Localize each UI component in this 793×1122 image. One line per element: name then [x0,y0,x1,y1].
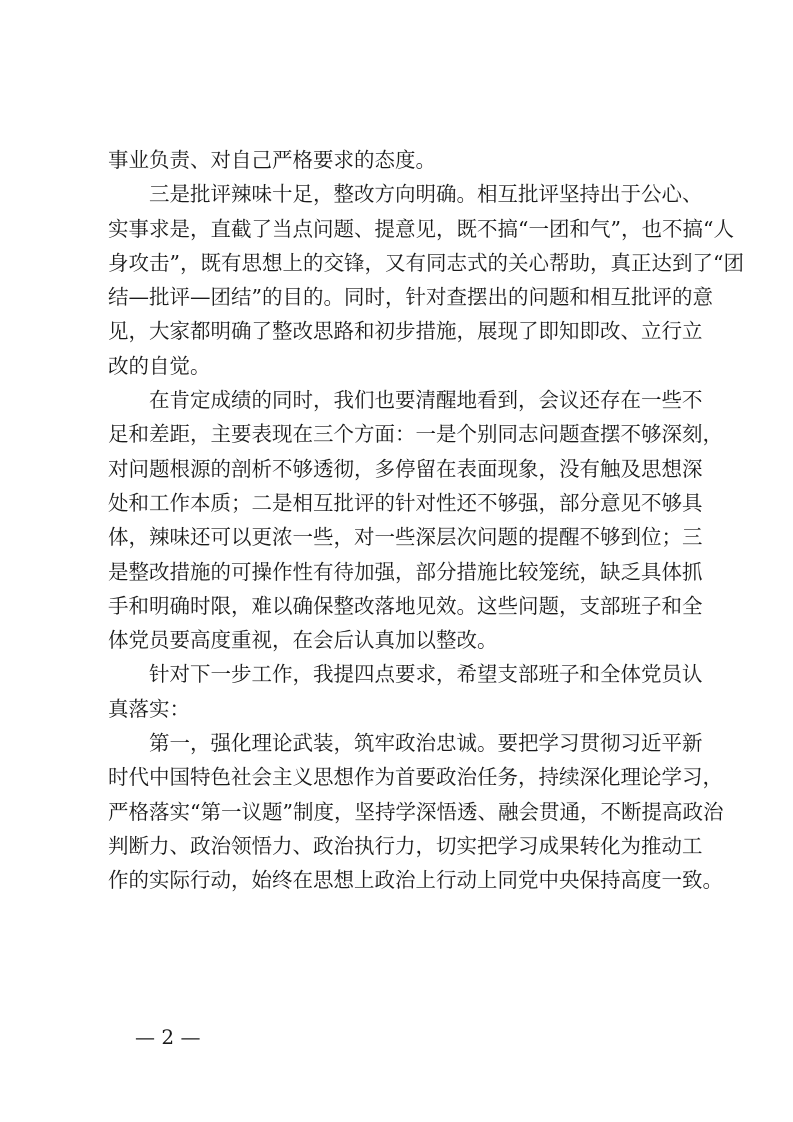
text-line: 对问题根源的剖析不够透彻，多停留在表面现象，没有触及思想深 [108,456,703,481]
text-line: 结—批评—团结”的目的。同时，针对查摆出的问题和相互批评的意 [108,285,713,310]
paragraph-first-line: 在肯定成绩的同时，我们也要清醒地看到，会议还存在一些不 [149,388,703,413]
text-line: 作的实际行动，始终在思想上政治上行动上同党中央保持高度一致。 [108,868,723,893]
text-line: 时代中国特色社会主义思想作为首要政治任务，持续深化理论学习， [108,765,723,790]
paragraph-first-line: 针对下一步工作，我提四点要求，希望支部班子和全体党员认 [149,662,703,687]
text-line: 体，辣味还可以更浓一些，对一些深层次问题的提醒不够到位；三 [108,525,703,550]
text-line: 改的自觉。 [108,353,211,378]
text-line: 严格落实“第一议题”制度，坚持学深悟透、融会贯通，不断提高政治 [108,799,724,824]
text-line: 见，大家都明确了整改思路和初步措施，展现了即知即改、立行立 [108,319,703,344]
text-line: 实事求是，直截了当点问题、提意见，既不搞“一团和气”，也不搞“人 [108,216,734,241]
text-line: 身攻击”，既有思想上的交锋，又有同志式的关心帮助，真正达到了“团 [108,250,744,275]
paragraph-first-line: 第一，强化理论武装，筑牢政治忠诚。要把学习贯彻习近平新 [149,731,703,756]
body-text [108,143,744,898]
text-line: 足和差距，主要表现在三个方面：一是个别同志问题查摆不够深刻， [108,422,723,447]
text-line: 事业负责、对自己严格要求的态度。 [108,148,436,172]
text-line: 真落实： [108,696,190,721]
text-line: 判断力、政治领悟力、政治执行力，切实把学习成果转化为推动工 [108,833,703,858]
text-line: 体党员要高度重视，在会后认真加以整改。 [108,628,498,653]
text-line: 手和明确时限，难以确保整改落地见效。这些问题，支部班子和全 [108,593,703,618]
text-line: 是整改措施的可操作性有待加强，部分措施比较笼统，缺乏具体抓 [108,559,703,584]
text-line: 处和工作本质；二是相互批评的针对性还不够强，部分意见不够具 [108,490,703,515]
page-number: — 2 — [135,1025,201,1049]
paragraph-first-line: 三是批评辣味十足，整改方向明确。相互批评坚持出于公心、 [149,182,703,207]
